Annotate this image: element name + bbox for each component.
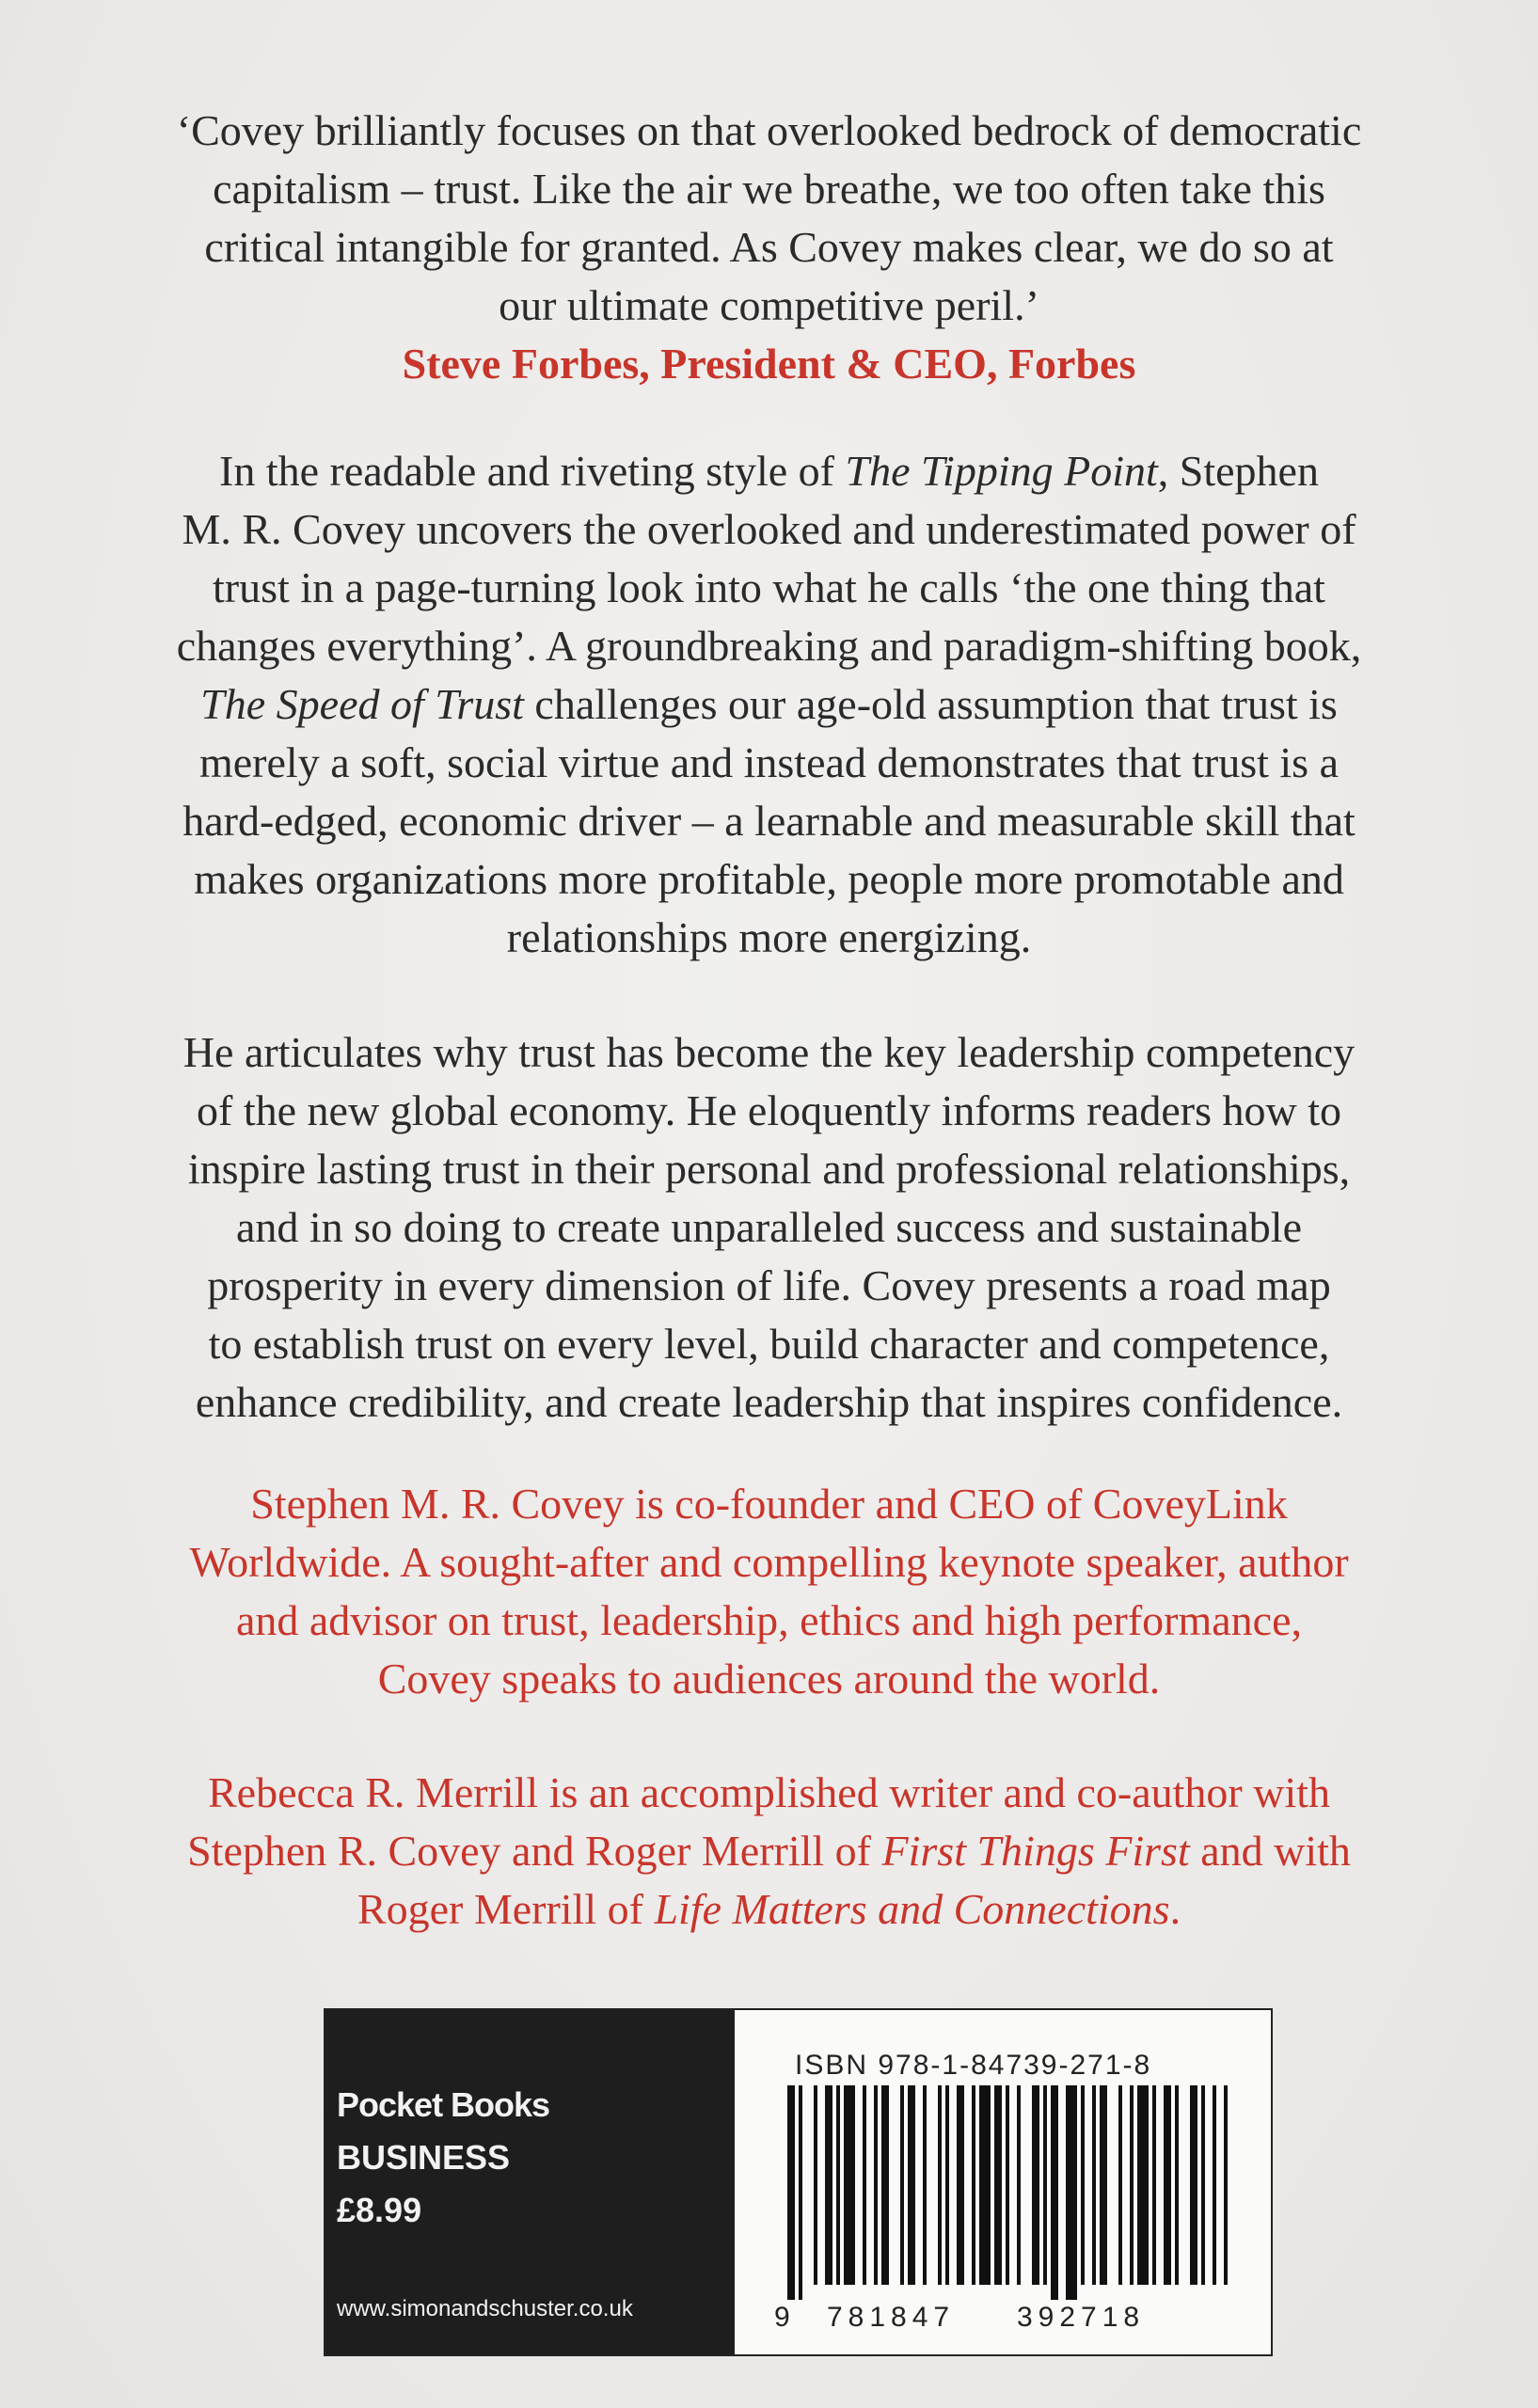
barcode-bar (825, 2085, 832, 2285)
ean-left-digits: 781847 (827, 2302, 956, 2333)
quote-line: capitalism – trust. Like the air we breathe, we too often take this (213, 165, 1325, 213)
barcode-bar (1092, 2085, 1096, 2285)
barcode-icon (776, 2085, 1246, 2302)
barcode-bar (1130, 2085, 1134, 2285)
description-paragraph-1 (85, 442, 1453, 967)
barcode-bar (972, 2085, 975, 2285)
ean-right-digits: 392718 (1017, 2302, 1146, 2333)
barcode-bar (1164, 2085, 1171, 2285)
barcode-bar (1175, 2085, 1179, 2285)
barcode-bar (979, 2085, 991, 2285)
para-line: In the readable and riveting style of The Tipping Point, Stephen (219, 447, 1319, 495)
bio-line: Worldwide. A sought-after and compelling keynote speaker, author (189, 1538, 1349, 1586)
bio-line: Rebecca R. Merrill is an accomplished writer and co-author with (207, 1768, 1331, 1816)
bio-line: Stephen R. Covey and Roger Merrill of First Things First and with (187, 1827, 1351, 1875)
barcode-bar (994, 2085, 1002, 2285)
barcode-bar (1152, 2085, 1156, 2285)
para-line: The Speed of Trust challenges our age-old assumption that trust is (200, 680, 1338, 728)
barcode-bar (787, 2085, 795, 2300)
quote-line: critical intangible for granted. As Covey makes clear, we do so at (204, 223, 1334, 271)
barcode-bar (1066, 2085, 1077, 2300)
quote-line: our ultimate competitive peril.’ (499, 281, 1039, 329)
barcode-bar (1043, 2085, 1047, 2285)
book-title-first-things-first: First Things First (881, 1827, 1190, 1875)
barcode-bar (938, 2085, 942, 2285)
barcode-bar (1224, 2085, 1228, 2285)
para-line: changes everything’. A groundbreaking and paradigm-shifting book, (176, 622, 1362, 670)
para-line: makes organizations more profitable, people more promotable and (194, 855, 1344, 903)
description-paragraph-2 (85, 1023, 1453, 1432)
quote-line: ‘Covey brilliantly focuses on that overlooked bedrock of democratic (176, 106, 1362, 154)
barcode-bar (945, 2085, 949, 2285)
price-barcode-panel (324, 2008, 1273, 2356)
para-line: and in so doing to create unparalleled success and sustainable (235, 1203, 1303, 1251)
bio-line: Stephen M. R. Covey is co-founder and CEO of CoveyLink (250, 1480, 1288, 1528)
para-line: prosperity in every dimension of life. Covey presents a road map (207, 1261, 1331, 1309)
barcode-bar (1006, 2085, 1009, 2285)
barcode-bar (1118, 2085, 1122, 2285)
barcode-bar (881, 2085, 889, 2285)
para-line: He articulates why trust has become the key leadership competency (182, 1028, 1356, 1076)
barcode-bar (836, 2085, 840, 2285)
barcode-bar (900, 2085, 904, 2285)
bio-line: Roger Merrill of Life Matters and Connections. (357, 1885, 1181, 1933)
para-line: of the new global economy. He eloquently informs readers how to (197, 1086, 1341, 1134)
barcode-box (737, 2010, 1271, 2354)
ean-first-digit: 9 (774, 2302, 790, 2333)
barcode-bar (844, 2085, 855, 2285)
barcode-bar (957, 2085, 964, 2285)
para-line: trust in a page-turning look into what he calls ‘the one thing that (213, 563, 1325, 611)
barcode-bar (1100, 2085, 1107, 2285)
publisher-box (325, 2010, 735, 2354)
book-title-speed-of-trust: The Speed of Trust (200, 680, 524, 728)
para-line: M. R. Covey uncovers the overlooked and underestimated power of (182, 505, 1356, 553)
barcode-bar (1137, 2085, 1149, 2285)
barcode-bar (1032, 2085, 1039, 2285)
book-title-life-matters: Life Matters and Connections (654, 1885, 1170, 1933)
para-line: merely a soft, social virtue and instead demonstrates that trust is a (198, 738, 1339, 786)
endorsement-quote (85, 102, 1453, 393)
isbn-label: ISBN 978-1-84739-271-8 (795, 2050, 1152, 2081)
barcode-bar (1081, 2085, 1085, 2285)
barcode-bar (1213, 2085, 1216, 2285)
barcode-bar (799, 2085, 802, 2300)
barcode-bar (1190, 2085, 1197, 2285)
barcode-bar (908, 2085, 915, 2285)
bio-line: and advisor on trust, leadership, ethics and high performance, (235, 1596, 1303, 1644)
barcode-bar (814, 2085, 817, 2285)
publisher-name: Pocket Books (337, 2085, 550, 2124)
book-category: BUSINESS (337, 2138, 511, 2177)
bio-line: Covey speaks to audiences around the world. (377, 1655, 1161, 1703)
barcode-bar (1017, 2085, 1021, 2285)
barcode-bar (1201, 2085, 1205, 2285)
para-line: inspire lasting trust in their personal and professional relationships, (187, 1145, 1351, 1193)
barcode-bar (923, 2085, 927, 2285)
barcode-bar (874, 2085, 878, 2285)
para-line: hard-edged, economic driver – a learnable and measurable skill that (182, 797, 1356, 845)
para-line: enhance credibility, and create leadership that inspires confidence. (195, 1378, 1343, 1426)
publisher-website: www.simonandschuster.co.uk (337, 2296, 633, 2321)
book-price: £8.99 (337, 2191, 422, 2229)
book-title-tipping-point: The Tipping Point (845, 447, 1158, 495)
quote-attribution: Steve Forbes, President & CEO, Forbes (402, 340, 1136, 388)
barcode-bar (863, 2085, 866, 2285)
para-line: relationships more energizing. (506, 913, 1032, 961)
para-line: to establish trust on every level, build character and competence, (208, 1320, 1330, 1368)
author-bio-merrill (85, 1764, 1453, 1939)
barcode-bar (1051, 2085, 1058, 2300)
author-bio-covey (85, 1475, 1453, 1708)
